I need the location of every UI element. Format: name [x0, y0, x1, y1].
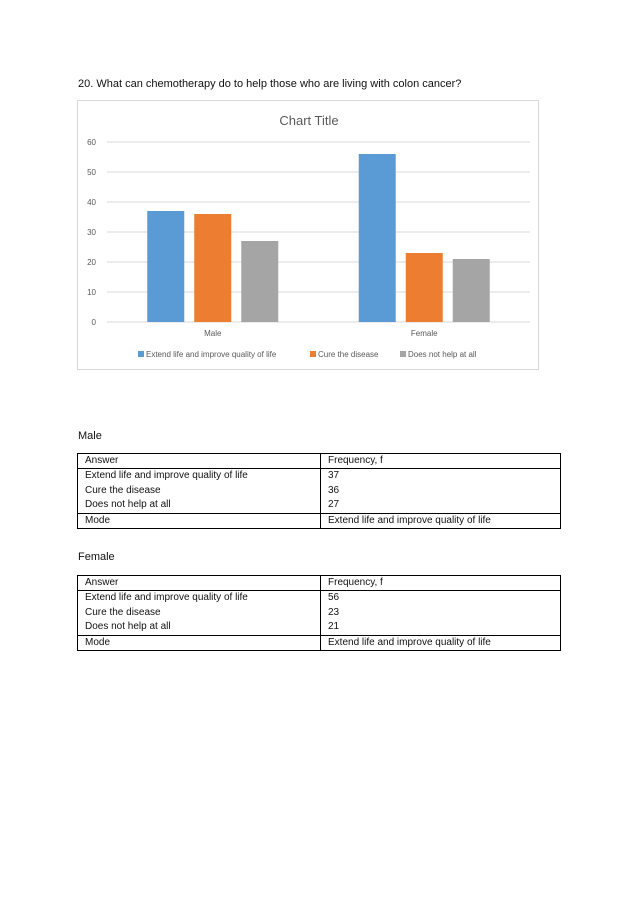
legend-label: Does not help at all: [408, 350, 477, 359]
legend-swatch: [400, 351, 406, 357]
mode-row: [78, 635, 561, 650]
bar: [241, 241, 278, 322]
mode-label: Mode: [78, 635, 321, 650]
frequencies-cell: [321, 591, 561, 636]
y-tick-label: 60: [87, 138, 96, 147]
frequency-value: 56: [328, 592, 340, 603]
frequency-value: 37: [328, 470, 340, 481]
x-tick-label: Male: [204, 329, 222, 338]
header-frequency: Frequency, f: [321, 454, 561, 469]
frequency-value: 23: [328, 606, 340, 618]
table-row: [78, 591, 561, 636]
y-tick-label: 50: [87, 168, 96, 177]
legend-label: Extend life and improve quality of life: [146, 350, 277, 359]
answer-item: Extend life and improve quality of life: [85, 592, 248, 603]
question-text: 20. What can chemotherapy do to help those who are living with colon cancer?: [78, 78, 462, 90]
bar: [147, 211, 184, 322]
mode-label: Mode: [78, 513, 321, 528]
answer-item: Does not help at all: [85, 621, 171, 632]
y-tick-label: 0: [91, 318, 96, 327]
male-frequency-table: [77, 453, 561, 529]
bar-chart: [78, 101, 540, 371]
mode-value: Extend life and improve quality of life: [321, 513, 561, 528]
answer-item: Extend life and improve quality of life: [85, 470, 248, 481]
y-tick-label: 30: [87, 228, 96, 237]
y-tick-label: 20: [87, 258, 96, 267]
answer-item: Cure the disease: [85, 606, 161, 618]
legend-label: Cure the disease: [318, 350, 379, 359]
answer-item: Does not help at all: [85, 499, 171, 510]
frequency-value: 27: [328, 499, 340, 510]
mode-value: Extend life and improve quality of life: [321, 635, 561, 650]
table-header-row: [78, 576, 561, 591]
x-tick-label: Female: [410, 329, 438, 338]
frequency-value: 36: [328, 484, 340, 496]
mode-row: [78, 513, 561, 528]
legend-swatch: [310, 351, 316, 357]
table-row: [78, 469, 561, 514]
male-section-label: Male: [78, 430, 102, 442]
header-answer: Answer: [78, 454, 321, 469]
chart-container: [77, 100, 539, 370]
bar: [359, 154, 396, 322]
frequencies-cell: [321, 469, 561, 514]
female-section-label: Female: [78, 551, 115, 563]
bar: [406, 253, 443, 322]
table-header-row: [78, 454, 561, 469]
chart-title: Chart Title: [279, 113, 339, 128]
frequency-value: 21: [328, 621, 340, 632]
legend-swatch: [138, 351, 144, 357]
answer-item: Cure the disease: [85, 484, 161, 496]
bar: [453, 259, 490, 322]
header-answer: Answer: [78, 576, 321, 591]
female-frequency-table: [77, 575, 561, 651]
header-frequency: Frequency, f: [321, 576, 561, 591]
y-tick-label: 40: [87, 198, 96, 207]
bar: [194, 214, 231, 322]
y-tick-label: 10: [87, 288, 96, 297]
answers-cell: [78, 591, 321, 636]
answers-cell: [78, 469, 321, 514]
